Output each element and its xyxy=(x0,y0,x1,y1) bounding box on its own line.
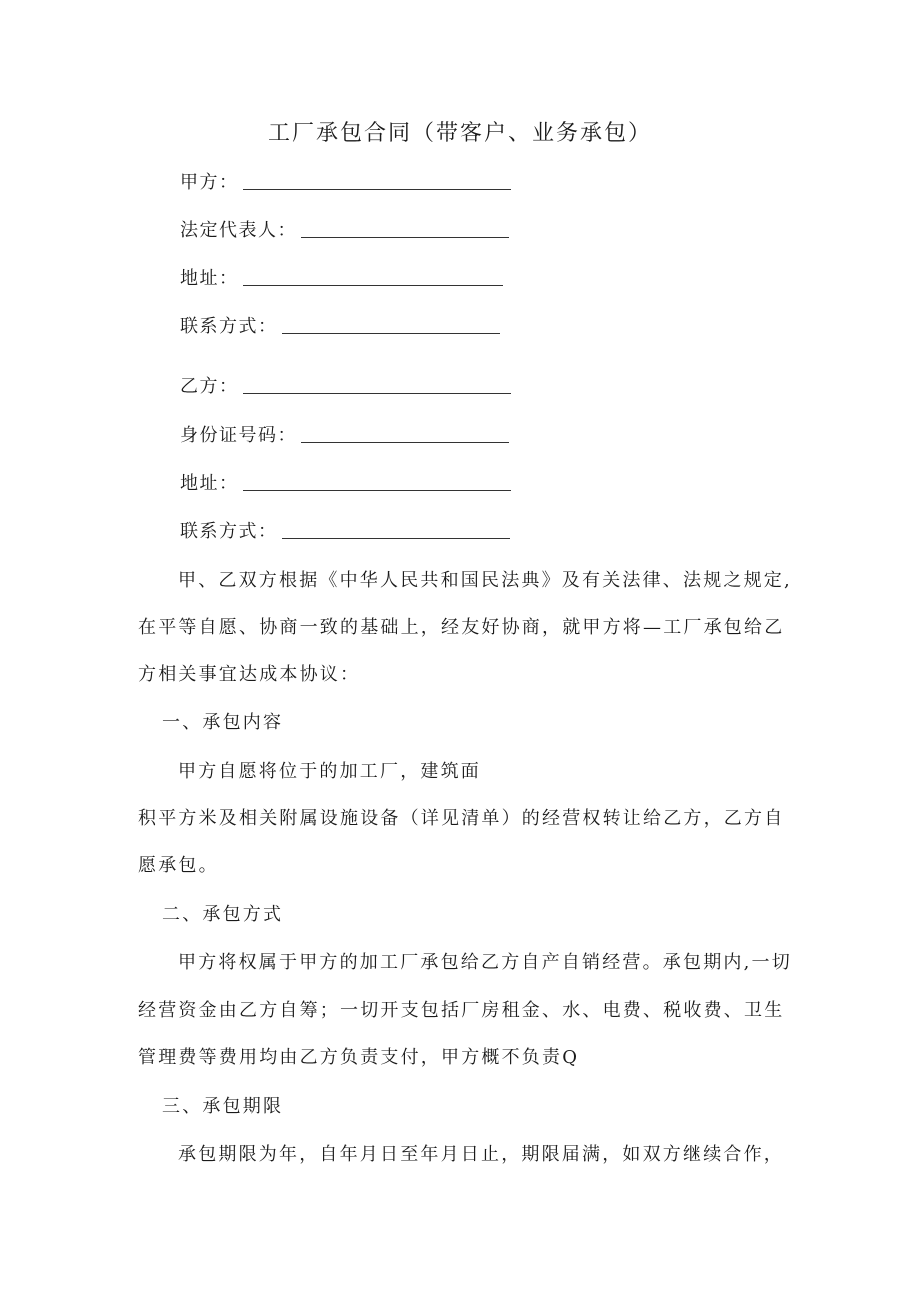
party-b-address-field xyxy=(180,469,511,495)
section-3-heading: 三、承包期限 xyxy=(162,1096,284,1117)
section-2-heading: 二、承包方式 xyxy=(162,904,284,925)
party-b-contact-field xyxy=(180,517,510,543)
party-b-name-label: 乙方： xyxy=(180,376,239,397)
section-2-line-3: 管理费等费用均由乙方负责支付，甲方概不负责Q xyxy=(138,1047,580,1068)
section-2-line-1: 甲方将权属于甲方的加工厂承包给乙方自产自销经营。承包期内,一切 xyxy=(178,952,792,973)
preamble-line-2: 在平等自愿、协商一致的基础上，经友好协商，就甲方将—工厂承包给乙 xyxy=(138,617,785,638)
party-b-name-field xyxy=(180,372,511,398)
document-title: 工厂承包合同（带客户、业务承包） xyxy=(267,121,652,146)
party-a-contact-label: 联系方式： xyxy=(180,316,278,337)
section-1-heading: 一、承包内容 xyxy=(162,712,284,733)
party-a-contact-blank xyxy=(282,332,500,334)
party-a-name-field xyxy=(180,168,511,194)
party-b-name-blank xyxy=(243,392,511,394)
party-b-id-blank xyxy=(301,441,509,443)
party-a-address-blank xyxy=(243,284,503,286)
party-a-rep-label: 法定代表人： xyxy=(180,220,297,241)
party-b-id-field xyxy=(180,421,509,447)
section-1-line-2: 积平方米及相关附属设施设备（详见清单）的经营权转让给乙方，乙方自 xyxy=(138,808,785,829)
party-a-address-label: 地址： xyxy=(180,268,239,289)
party-a-rep-blank xyxy=(301,236,509,238)
party-a-contact-field xyxy=(180,312,500,338)
section-2-line-2: 经营资金由乙方自筹；一切开支包括厂房租金、水、电费、税收费、卫生 xyxy=(138,1000,785,1021)
party-a-address-field xyxy=(180,264,503,290)
section-1-line-1: 甲方自愿将位于的加工厂，建筑面 xyxy=(178,761,481,782)
party-a-name-blank xyxy=(243,188,511,190)
party-b-address-label: 地址： xyxy=(180,473,239,494)
party-b-address-blank xyxy=(243,489,511,491)
section-1-line-3: 愿承包。 xyxy=(138,855,219,876)
party-a-name-label: 甲方： xyxy=(180,172,239,193)
section-3-line-1: 承包期限为年，自年月日至年月日止，期限届满，如双方继续合作， xyxy=(178,1144,784,1165)
party-b-contact-label: 联系方式： xyxy=(180,521,278,542)
preamble-line-3: 方相关事宜达成本协议： xyxy=(138,664,361,685)
party-b-contact-blank xyxy=(282,537,510,539)
party-b-id-label: 身份证号码： xyxy=(180,425,297,446)
party-a-rep-field xyxy=(180,216,509,242)
preamble-line-1: 甲、乙双方根据《中华人民共和国民法典》及有关法律、法规之规定, xyxy=(178,570,792,591)
